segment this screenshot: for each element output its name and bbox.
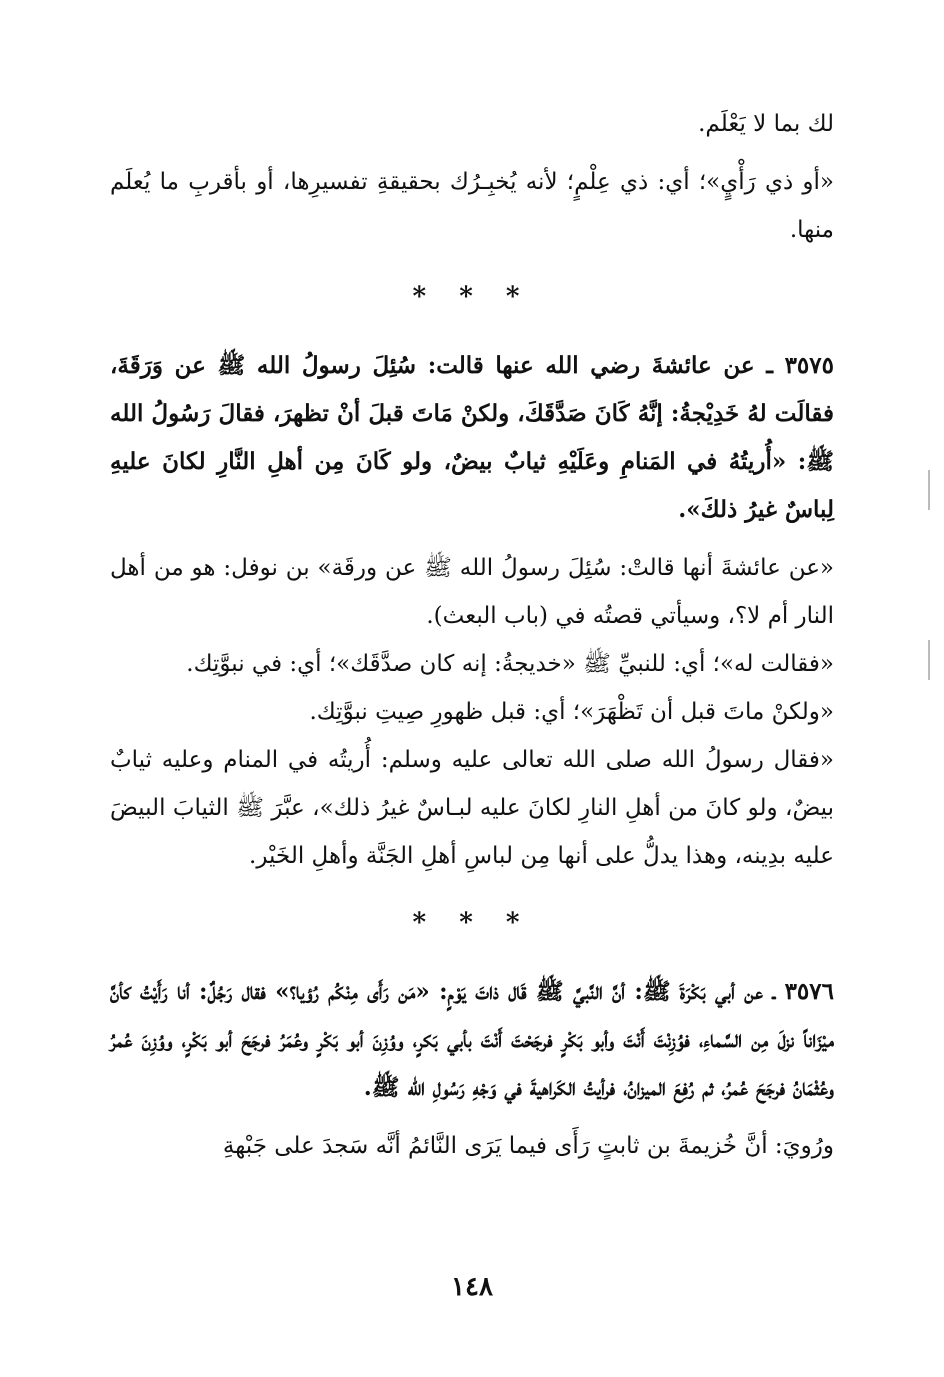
- paragraph-commentary: «أو ذي رَأْيٍ»؛ أي: ذي عِلْمٍ؛ لأنه يُخبِـرُك بحقيقةِ تفسيرِها، أو بأقربِ ما يُعلَم منها.: [110, 169, 834, 243]
- page-body: [110, 100, 834, 1170]
- section-separator: * * *: [412, 282, 532, 312]
- margin-mark: [928, 640, 930, 680]
- commentary-3575-2: «فقالت له»؛ أي: للنبيِّ ﷺ «خديجةُ: إنه كان صدَّقَك»؛ أي: في نبوَّتِك.: [186, 651, 834, 677]
- margin-mark: [928, 470, 930, 510]
- commentary-3575-1: «عن عائشةَ أنها قالتْ: سُئِلَ رسولُ الله ﷺ عن ورقَة» بن نوفل: هو من أهل النار أم لا؟، وسيأتي قصتُه في (باب البعث).: [110, 555, 834, 629]
- paragraph-gap: [110, 534, 834, 544]
- commentary-3576-1: ورُويَ: أنَّ خُزيمةَ بن ثابتٍ رَأَى فيما يَرَى النَّائمُ أنَّه سَجدَ على جَبْهةِ: [222, 1133, 834, 1159]
- paragraph-gap: [110, 1112, 834, 1122]
- section-separator: * * *: [412, 908, 532, 938]
- hadith-3575: ٣٥٧٥ ـ عن عائشةَ رضي الله عنها قالت: سُئِلَ رسولُ الله ﷺ عن وَرَقَةَ، فقالَت لهُ خَدِيْجةُ: إنَّهُ كَانَ صَدَّقَكَ، ولكنْ مَاتَ قبلَ أنْ تظهرَ، فقالَ رَسُولُ الله ﷺ: «أُريتُهُ في المَنامِ وعَلَيْهِ ثيابٌ بيضٌ، ولو كَانَ مِن أهلِ النَّارِ لكانَ عليهِ لِباسٌ غيرُ ذلكَ».: [110, 352, 834, 523]
- paragraph-gap: [110, 148, 834, 158]
- commentary-3575-4: «فقال رسولُ الله صلى الله تعالى عليه وسلم: أُريتُه في المنام وعليه ثيابٌ بيضٌ، ولو كانَ من أهلِ النارِ لكانَ عليه لبـاسٌ غيرُ ذلك»، عبَّرَ ﷺ الثيابَ البيضَ عليه بدِينه، وهذا يدلُّ على أنها مِن لباسِ أهلِ الجَنَّة وأهلِ الخَيْر.: [110, 747, 834, 869]
- paragraph-continuation: لك بما لا يَعْلَم.: [698, 111, 834, 137]
- commentary-3575-3: «ولكنْ ماتَ قبل أن تَظْهَرَ»؛ أي: قبل ظهورِ صِيتِ نبوَّتِك.: [309, 699, 834, 725]
- hadith-3576: ٣٥٧٦ ـ عن أبي بَكْرَةَ ﷺ: أنَّ النَّبيَّ ﷺ قَال ذاتَ يَوْمٍ: «مَن رَأَى مِنْكُم رُؤيا؟» فقال رَجُلٌ: أنا رَأَيْتُ كأنَّ ميْزَاناً نزلَ مِن السَّماءِ، فوُزِنْتَ أَنْتَ وأبو بَكْرٍ فرجَحْتَ أَنْتَ بأبي بَكرٍ، ووُزِنَ أبو بَكْرٍ وعُمَرُ فرجَحَ أبو بَكْرٍ، ووُزِنَ عُمرُ وعُثْمَانُ فرجَحَ عُمرُ، ثم رُفِعَ الميزانُ، فرأيتُ الكَراهيةَ في وَجْهِ رَسُولِ الله ﷺ.: [110, 978, 834, 1101]
- page-number: ١٤٨: [451, 1272, 493, 1302]
